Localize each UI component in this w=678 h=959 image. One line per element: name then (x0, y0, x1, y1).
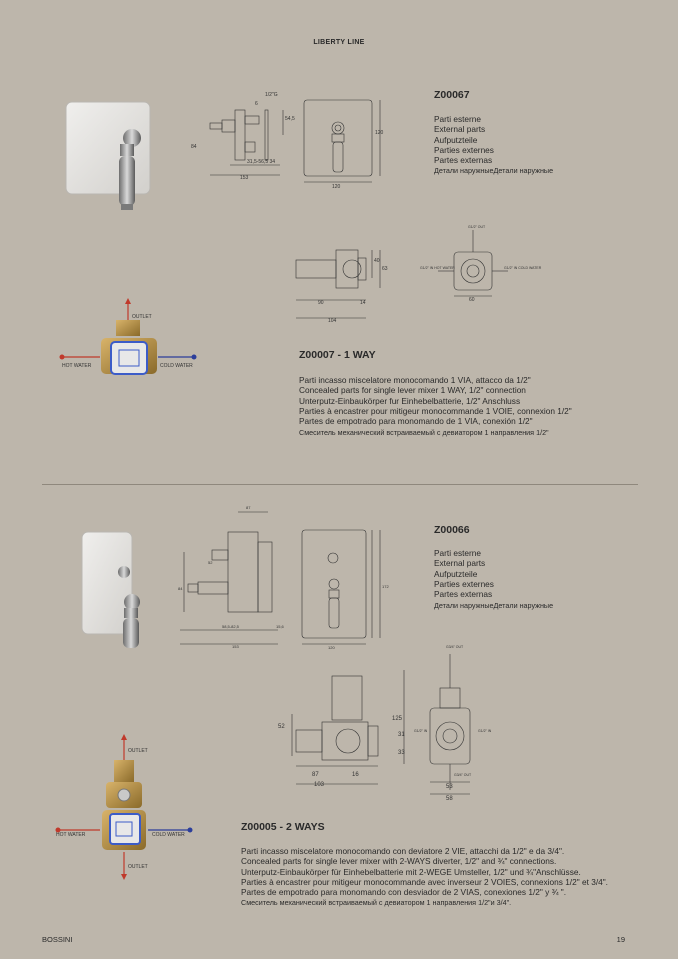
z00067-line: External parts (434, 124, 486, 135)
page-header: LIBERTY LINE (313, 39, 365, 46)
z00066-line: External parts (434, 558, 486, 569)
z00066-dim-label: 58,5-82,5 (222, 624, 239, 629)
z00005-dim-label: 52 (278, 724, 285, 730)
z00005-cold-label: COLD WATER (152, 832, 185, 838)
z00007-outlet-label: OUTLET (132, 314, 152, 320)
z00066-line: Parties externes (434, 578, 494, 589)
z00066-product-image (80, 528, 150, 653)
z00005-dim-label: 58 (446, 796, 453, 802)
z00066-dim-label: 87 (246, 505, 251, 510)
z00067-line: Partes externas (434, 155, 493, 166)
z00066-side-drawing (178, 502, 288, 650)
z00067-dim-label: 153 (240, 175, 249, 181)
z00067-line: Детали наружныеДетали наружные (434, 166, 554, 176)
z00007-line: Unterputz-Einbaukörper fur Einhebelbatterie, 1/2" Anschluss (299, 395, 521, 406)
z00005-dim-label: G3/4" OUT (446, 645, 464, 649)
z00066-line: Детали наружныеДетали наружные (434, 601, 554, 611)
z00007-dim-label: 104 (328, 318, 337, 324)
z00005-dim-label: 31 (398, 732, 405, 738)
z00067-description (434, 114, 553, 177)
z00007-dim-label: G1/2" IN COLD WATER (504, 266, 542, 270)
z00067-line: Parti esterne (434, 114, 482, 124)
z00067-front-drawing (302, 98, 387, 190)
z00066-dim-label: 84 (178, 586, 183, 591)
z00067-dim-label: 6 (255, 101, 258, 107)
z00005-line: Смеситель механический встраиваемый с девиатором 1 направления 1/2"и 3/4". (241, 898, 512, 908)
z00067-code: Z00067 (434, 89, 470, 101)
z00067-dim-label: 84 (191, 144, 197, 150)
z00005-line: Unterputz-Einbaukörper für Einhebelbatterie mit 2-WEGE Umsteller, 1/2" und ¾"Anschlüsse. (241, 866, 581, 877)
z00005-dim-label: 125 (392, 716, 403, 722)
z00007-cold-label: COLD WATER (160, 363, 193, 369)
z00007-line: Смеситель механический встраиваемый с девиатором 1 направления 1/2" (299, 428, 549, 438)
z00066-line: Aufputzteile (434, 568, 478, 579)
z00067-line: Parties externes (434, 144, 494, 155)
section-divider (42, 484, 638, 485)
z00066-dim-label: 15,6 (276, 624, 284, 629)
z00005-dim-label: G1/2" IN (478, 729, 492, 733)
z00005-dim-label: 16 (352, 772, 359, 778)
z00005-dim-label: G1/2" IN (414, 729, 428, 733)
z00007-line: Parties à encastrer pour mitigeur monocommande 1 VOIE, connexion 1/2" (299, 405, 572, 416)
z00066-dim-label: 172 (382, 584, 389, 589)
z00007-line: Partes de empotrado para monomando de 1 VIA, conexión 1/2" (299, 416, 533, 427)
z00005-line: Parti incasso miscelatore monocomando con deviatore 2 VIE, attacchi da 1/2" e da 3/4". (241, 846, 565, 856)
z00007-code: Z00007 - 1 WAY (299, 349, 376, 361)
z00005-line: Concealed parts for single lever mixer with 2-WAYS diverter, 1/2" and ¾" connections. (241, 856, 557, 867)
z00005-outlet-top-label: OUTLET (128, 748, 148, 754)
page-number: 19 (616, 935, 625, 944)
z00066-front-drawing (300, 528, 390, 650)
z00007-description (299, 375, 572, 439)
z00005-line: Parties à encastrer pour mitigeur monocommande avec inverseur 2 VOIES, connexions 1/2" et 3/4". (241, 876, 608, 887)
z00005-front-drawing (394, 640, 504, 802)
z00066-line: Partes externas (434, 589, 493, 600)
z00067-product-image (64, 98, 154, 218)
z00007-line: Parti incasso miscelatore monocomando 1 VIA, attacco da 1/2" (299, 375, 531, 385)
z00007-dim-label: 14 (360, 300, 366, 306)
z00066-dim-label: 120 (328, 645, 335, 650)
z00066-line: Parti esterne (434, 548, 482, 558)
z00007-side-drawing (292, 238, 392, 326)
z00005-dim-label: 33 (398, 750, 405, 756)
z00005-dim-label: 53 (446, 784, 453, 790)
z00067-dim-label: 120 (375, 130, 384, 136)
z00005-code: Z00005 - 2 WAYS (241, 821, 325, 833)
z00007-dim-label: 90 (318, 300, 324, 306)
z00007-dim-label: 63 (382, 266, 388, 272)
z00066-dim-label: 52 (208, 560, 213, 565)
z00066-code: Z00066 (434, 524, 470, 536)
z00067-side-drawing (191, 90, 295, 185)
z00067-dim-label: 31,5-56,5 34 (247, 159, 276, 165)
z00007-dim-label: 60 (469, 297, 475, 303)
z00005-hot-label: HOT WATER (56, 832, 86, 838)
z00007-dim-label: G1/2" OUT (468, 225, 486, 229)
z00007-front-drawing (420, 222, 542, 304)
z00005-line: Partes de empotrado para monomando con desviador de 2 VIAS, conexiones 1/2" y ¾ ". (241, 887, 567, 898)
z00005-description (241, 846, 608, 909)
z00005-side-drawing (278, 670, 397, 790)
z00005-dim-label: 87 (312, 772, 319, 778)
z00007-valve-image (56, 298, 206, 378)
z00005-outlet-bottom-label: OUTLET (128, 864, 148, 870)
z00007-dim-label: 40 (374, 258, 380, 264)
z00007-line: Concealed parts for single lever mixer 1 WAY, 1/2" connection (299, 385, 526, 396)
z00007-dim-label: G1/2" IN HOT WATER (420, 266, 455, 270)
z00067-line: Aufputzteile (434, 134, 478, 145)
z00066-dim-label: 153 (232, 644, 239, 649)
z00066-description (434, 548, 553, 612)
z00067-dim-label: 120 (332, 184, 341, 190)
z00005-valve-image (52, 734, 202, 880)
z00007-hot-label: HOT WATER (62, 363, 92, 369)
footer-brand: BOSSINI (42, 935, 73, 944)
z00067-dim-label: 1/2"G (265, 92, 278, 98)
z00005-dim-label: G3/4" OUT (454, 773, 472, 777)
z00067-dim-label: 54,5 (285, 116, 295, 122)
z00005-dim-label: 103 (314, 782, 325, 788)
